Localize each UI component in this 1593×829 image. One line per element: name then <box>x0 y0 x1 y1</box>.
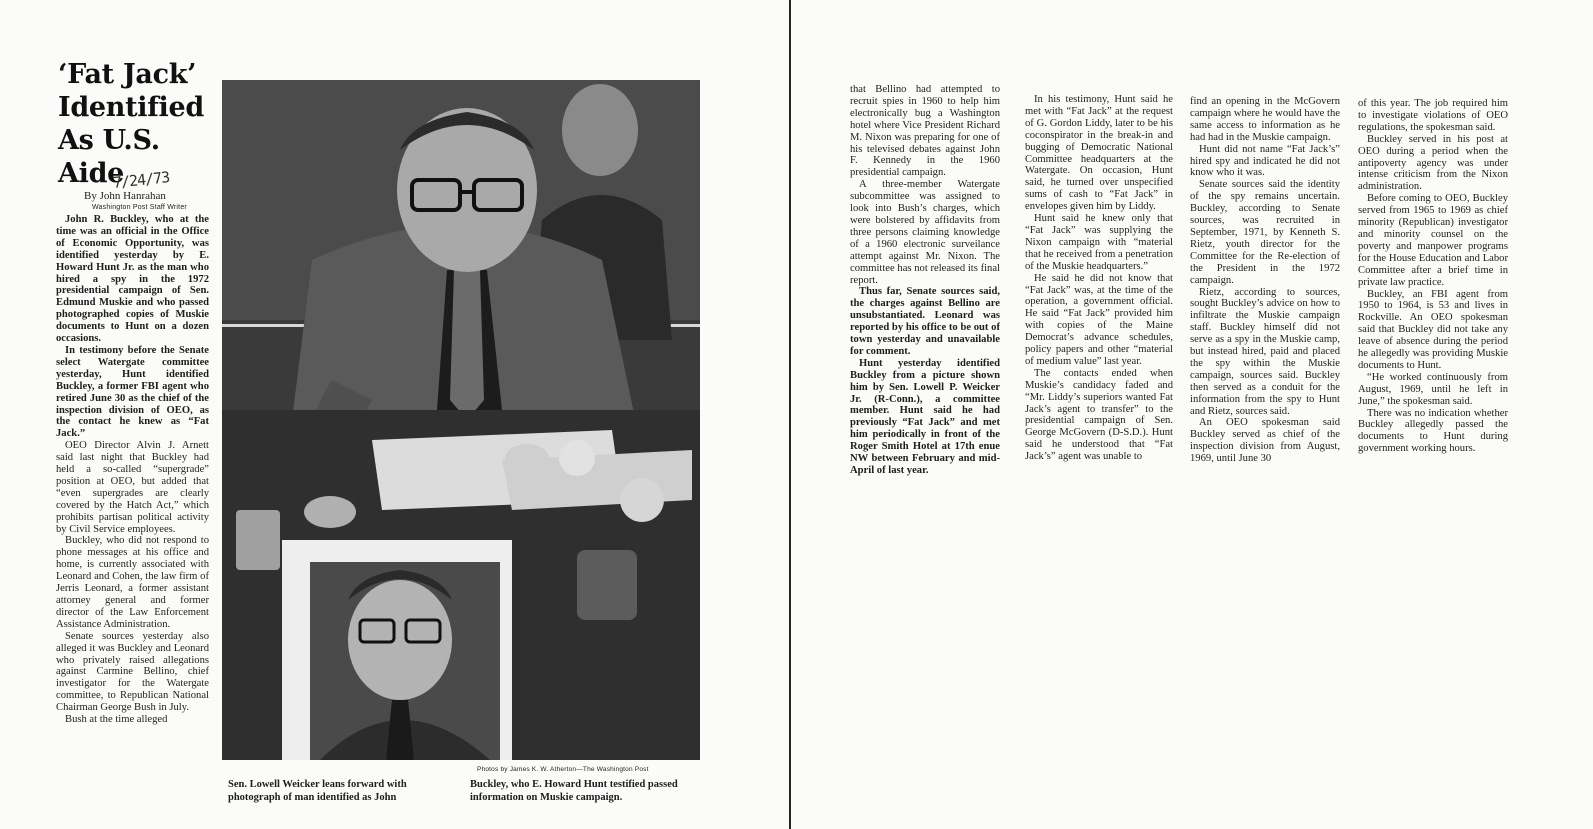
paragraph: Hunt did not name “Fat Jack’s” hired spy and indicated he did not know who it was. <box>1190 143 1340 179</box>
staff-line: Washington Post Staff Writer <box>92 204 187 211</box>
paragraph: There was no indication whether Buckley allegedly passed the documents to Hunt during government working hours. <box>1358 407 1508 455</box>
clipping-page-right <box>792 0 1593 829</box>
photo-credit: Photos by James K. W. Atherton—The Washington Post <box>477 766 649 773</box>
paragraph: Thus far, Senate sources said, the charges against Bellino are unsubstantiated. Leonard was reported by his office to be out of town yesterday and unavailable for comment. <box>850 286 1000 357</box>
paragraph: Hunt yesterday identified Buckley from a picture shown him by Sen. Lowell P. Weicker Jr. (R-Conn.), a committee member. Hunt said he had previously “Fat Jack” and met him periodically in front of the Roger Smith Hotel at 17th enue NW between February and mid-April of last year. <box>850 357 1000 476</box>
paragraph: find an opening in the McGovern campaign where he would have the same access to information as he had had in the Muskie campaign. <box>1190 96 1340 143</box>
headline-line: As U.S. Aide <box>58 125 160 189</box>
paragraph: John R. Buckley, who at the time was an official in the Office of Economic Opportunity, was identified yesterday by E. Howard Hunt Jr. as the man who hired a spy in the 1972 presidential campaign of Sen. Edmund Muskie and who passed photographed copies of Muskie documents to Hunt on a dozen occasions. <box>56 214 209 345</box>
paragraph: In his testimony, Hunt said he met with “Fat Jack” at the request of G. Gordon Liddy, later to be his coconspirator in the break-in and bugging of Democratic National Committee headquarters at the Watergate. On occasion, Hunt said, he turned over unspecified sums of cash to “Fat Jack” in envelopes given him by Liddy. <box>1025 94 1173 213</box>
paragraph: A three-member Watergate subcommittee was assigned to look into Bush’s charges, which were bolstered by affidavits from three persons claiming knowledge of a 1960 electronic surveilance attempt against Mr. Nixon. The committee has not released its final report. <box>850 179 1000 286</box>
paragraph: Bush at the time alleged <box>65 714 168 726</box>
paragraph: He said he did not know that “Fat Jack” was, at the time of the operation, a government official. He said “Fat Jack” provided him with copies of the Maine Democrat’s advance schedules, policy papers and other “material of medium value” last year. <box>1025 272 1173 367</box>
headline-line: ‘Fat Jack’ <box>58 59 197 90</box>
paragraph: OEO Director Alvin J. Arnett said last night that Buckley had held a so-called “supergrade” position at OEO, but added that “even supergrades are clearly covered by the Hatch Act,” which prohibits partisan political activity by Civil Service employees. <box>56 440 209 535</box>
continuation-column-3 <box>1190 96 1340 554</box>
lead-column <box>56 214 209 820</box>
paragraph: Buckley, who did not respond to phone messages at his office and home, is currently associated with Leonard and Cohen, the law firm of Jerris Leonard, a former assistant attorney general and former director of the Law Enforcement Assistance Administration. <box>56 535 209 630</box>
paragraph: In testimony before the Senate select Watergate committee yesterday, Hunt identified Buckley, a former FBI agent who retired June 30 as the chief of the inspection division of OEO, as the contact he knew as “Fat Jack.” <box>56 344 209 440</box>
photo-illustration <box>222 80 700 760</box>
photo-caption-left: Sen. Lowell Weicker leans forward with photograph of man identified as John <box>228 779 407 803</box>
clipping-page-left <box>0 0 790 829</box>
continuation-column-4 <box>1358 98 1508 554</box>
paragraph: Senate sources yesterday also alleged it was Buckley and Leonard who privately raised allegations against Carmine Bellino, chief investigator for the Watergate committee, to Republican National Chairman George Bush in July. <box>56 630 209 714</box>
headline-line: Identified <box>58 92 204 123</box>
paragraph: An OEO spokesman said Buckley served as chief of the inspection division from August, 1969, until June 30 <box>1190 417 1340 465</box>
byline: By John Hanrahan <box>84 190 166 202</box>
photo-caption-right: Buckley, who E. Howard Hunt testified passed information on Muskie campaign. <box>470 779 678 803</box>
paragraph: Buckley, an FBI agent from 1950 to 1964, is 53 and lives in Rockville. An OEO spokesman said that Buckley did not take any leave of absence during the period he allegedly was providing Muskie documents to Hunt. <box>1358 288 1508 371</box>
paragraph: Before coming to OEO, Buckley served from 1965 to 1969 as chief minority (Republican) investigator and minority counsel on the poverty and manpower programs for the House Education and Labor Committee after a brief time in private law practice. <box>1358 193 1508 288</box>
paragraph: Senate sources said the identity of the spy remains uncertain. Buckley, according to Senate sources, was recruited in September, 1971, by Kenneth S. Rietz, youth director for the Committee for the Re-election of the President in the 1972 campaign. <box>1190 179 1340 286</box>
handwritten-date: 7/24/73 <box>112 168 171 192</box>
paragraph: “He worked continuously from August, 1969, until he left in June,” the spokesman said. <box>1358 371 1508 407</box>
page-divider <box>789 0 791 829</box>
paragraph: that Bellino had attempted to recruit spies in 1960 to help him electronically bug a Washington hotel where Vice President Richard M. Nixon was preparing for one of his televised debates against John F. Kennedy in the 1960 presidential campaign. <box>850 84 1000 179</box>
paragraph: Hunt said he knew only that “Fat Jack” was supplying the Nixon campaign with “material that he received from a penetration of the Muskie headquarters.” <box>1025 213 1173 272</box>
paragraph: The contacts ended when Muskie’s candidacy faded and “Mr. Liddy’s superiors wanted Fat Jack’s agent to transfer” to the presidential campaign of Sen. George McGovern (D-S.D.). Hunt said he understood that “Fat Jack’s” agent was unable to <box>1025 367 1173 463</box>
continuation-column-1 <box>850 84 1000 554</box>
continuation-column-2 <box>1025 94 1173 554</box>
paragraph: of this year. The job required him to investigate violations of OEO regulations, the spokesman said. <box>1358 98 1508 133</box>
paragraph: Rietz, according to sources, sought Buckley’s advice on how to infiltrate the Muskie campaign staff. Buckley himself did not serve as a spy in the Muskie camp, but instead hired, paid and placed the spy within the Muskie campaign, sources said. Buckley then served as a conduit for the information from the spy to Hunt and Rietz, sources said. <box>1190 286 1340 417</box>
paragraph: Buckley served in his post at OEO during a period when the antipoverty agency was under intense criticism from the Nixon administration. <box>1358 133 1508 193</box>
news-photograph <box>222 80 700 760</box>
